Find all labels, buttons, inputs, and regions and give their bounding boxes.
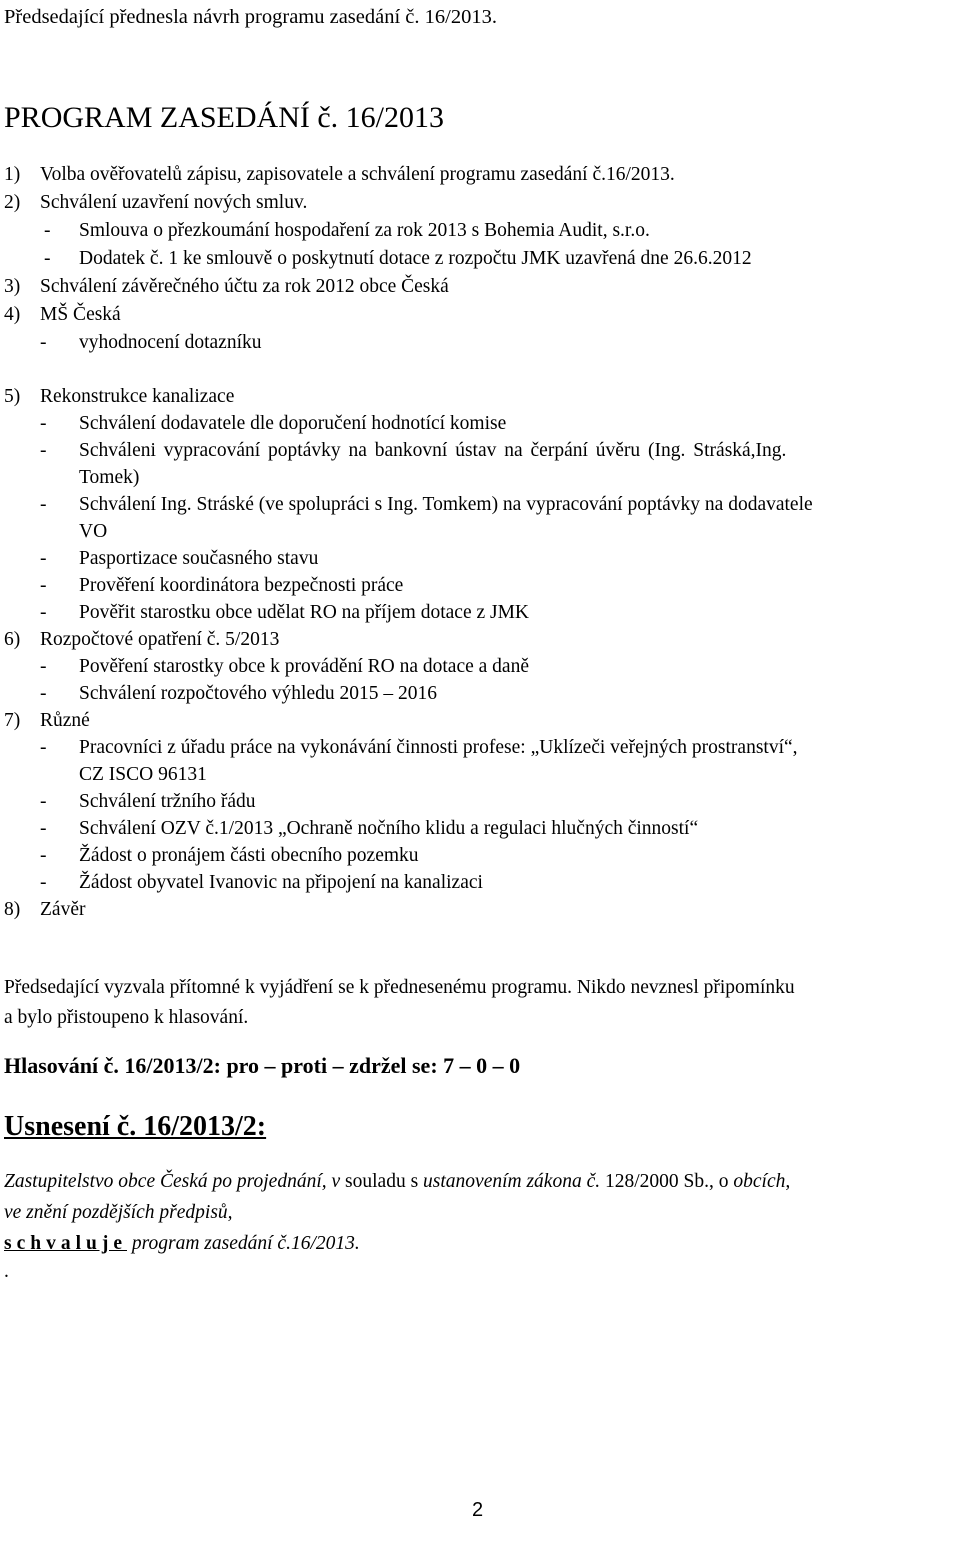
item-number: 6) <box>4 629 21 650</box>
item-dash: - <box>40 548 47 569</box>
resolution-line3 <box>4 1234 360 1254</box>
item-dash: - <box>40 413 47 434</box>
item-dash: - <box>44 220 51 241</box>
item-number: 3) <box>4 276 21 297</box>
agenda-item-text: Dodatek č. 1 ke smlouvě o poskytnutí dotace z rozpočtu JMK uzavřená dne 26.6.2012 <box>79 248 752 269</box>
agenda-item-text: Smlouva o přezkoumání hospodaření za rok 2013 s Bohemia Audit, s.r.o. <box>79 220 650 241</box>
agenda-item-text: Schváleni vypracování poptávky na bankovní ústav na čerpání úvěru (Ing. Stráská,Ing. <box>79 440 787 461</box>
item-dash: - <box>40 440 47 461</box>
item-dash: - <box>40 845 47 866</box>
agenda-item-text: vyhodnocení dotazníku <box>79 332 262 353</box>
agenda-item-continuation: Tomek) <box>79 467 140 488</box>
resolution-part: souladu s <box>340 1171 424 1192</box>
page-number: 2 <box>472 1499 484 1521</box>
item-number: 5) <box>4 386 21 407</box>
agenda-item-text: Pasportizace současného stavu <box>79 548 319 569</box>
agenda-item-text: Různé <box>40 710 90 731</box>
vote-result: Hlasování č. 16/2013/2: pro – proti – zdržel se: 7 – 0 – 0 <box>4 1053 521 1078</box>
program-title: PROGRAM ZASEDÁNÍ č. 16/2013 <box>4 101 445 134</box>
trailing-dot: . <box>4 1261 9 1282</box>
item-number: 1) <box>4 164 21 185</box>
agenda-item-text: Schválení tržního řádu <box>79 791 256 812</box>
intro-text: Předsedající přednesla návrh programu zasedání č. 16/2013. <box>4 6 497 28</box>
item-dash: - <box>40 656 47 677</box>
agenda-item-text: Pověřit starostku obce udělat RO na příjem dotace z JMK <box>79 602 530 623</box>
agenda-item-text: Rekonstrukce kanalizace <box>40 386 235 407</box>
item-number: 4) <box>4 304 21 325</box>
agenda-item-text: Schválení Ing. Stráské (ve spolupráci s Ing. Tomkem) na vypracování poptávky na dodavatele <box>79 494 813 515</box>
item-dash: - <box>40 332 47 353</box>
agenda-item-text: MŠ Česká <box>40 304 121 325</box>
item-number: 2) <box>4 192 21 213</box>
item-number: 7) <box>4 710 21 731</box>
resolution-line1 <box>4 1172 790 1192</box>
agenda-item-text: Schválení OZV č.1/2013 „Ochraně nočního klidu a regulaci hlučných činností“ <box>79 818 699 839</box>
item-dash: - <box>44 248 51 269</box>
item-dash: - <box>40 683 47 704</box>
agenda-item-text: Schválení rozpočtového výhledu 2015 – 2016 <box>79 683 437 704</box>
item-dash: - <box>40 494 47 515</box>
item-dash: - <box>40 791 47 812</box>
item-dash: - <box>40 872 47 893</box>
agenda-item-text: Schválení dodavatele dle doporučení hodnotící komise <box>79 413 507 434</box>
agenda-item-text: Žádost o pronájem části obecního pozemku <box>79 845 419 866</box>
agenda-item-continuation: VO <box>79 521 108 542</box>
agenda-item-text: Rozpočtové opatření č. 5/2013 <box>40 629 280 650</box>
agenda-item-text: Schválení závěrečného účtu za rok 2012 obce Česká <box>40 276 449 297</box>
item-number: 8) <box>4 899 21 920</box>
resolution-rest: program zasedání č.16/2013. <box>127 1233 360 1254</box>
item-dash: - <box>40 575 47 596</box>
agenda-item-text: Prověření koordinátora bezpečnosti práce <box>79 575 404 596</box>
call-to-comment-line1: Předsedající vyzvala přítomné k vyjádření se k přednesenému programu. Nikdo nevznesl připomínku <box>4 977 795 998</box>
agenda-item-text: Schválení uzavření nových smluv. <box>40 192 308 213</box>
resolution-part: Zastupitelstvo obce Česká po projednání, v <box>4 1171 341 1192</box>
call-to-comment-line2: a bylo přistoupeno k hlasování. <box>4 1007 249 1028</box>
item-dash: - <box>40 602 47 623</box>
agenda-item-text: Žádost obyvatel Ivanovic na připojení na kanalizaci <box>79 872 483 893</box>
resolution-line2: ve znění pozdějších předpisů, <box>4 1202 233 1223</box>
item-dash: - <box>40 818 47 839</box>
item-dash: - <box>40 737 47 758</box>
agenda-item-text: Závěr <box>40 899 86 920</box>
resolution-part: 128/2000 Sb., o <box>600 1171 734 1192</box>
resolution-verb: schvaluje <box>4 1233 127 1254</box>
agenda-item-text: Volba ověřovatelů zápisu, zapisovatele a schválení programu zasedání č.16/2013. <box>40 164 675 185</box>
resolution-title: Usnesení č. 16/2013/2: <box>4 1111 267 1142</box>
resolution-part: obcích, <box>733 1171 791 1192</box>
agenda-item-text: Pověření starostky obce k provádění RO na dotace a daně <box>79 656 529 677</box>
agenda-item-continuation: CZ ISCO 96131 <box>79 764 207 785</box>
resolution-part: ustanovením zákona č. <box>423 1171 601 1192</box>
agenda-item-text: Pracovníci z úřadu práce na vykonávání činnosti profese: „Uklízeči veřejných prostranství“, <box>79 737 798 758</box>
